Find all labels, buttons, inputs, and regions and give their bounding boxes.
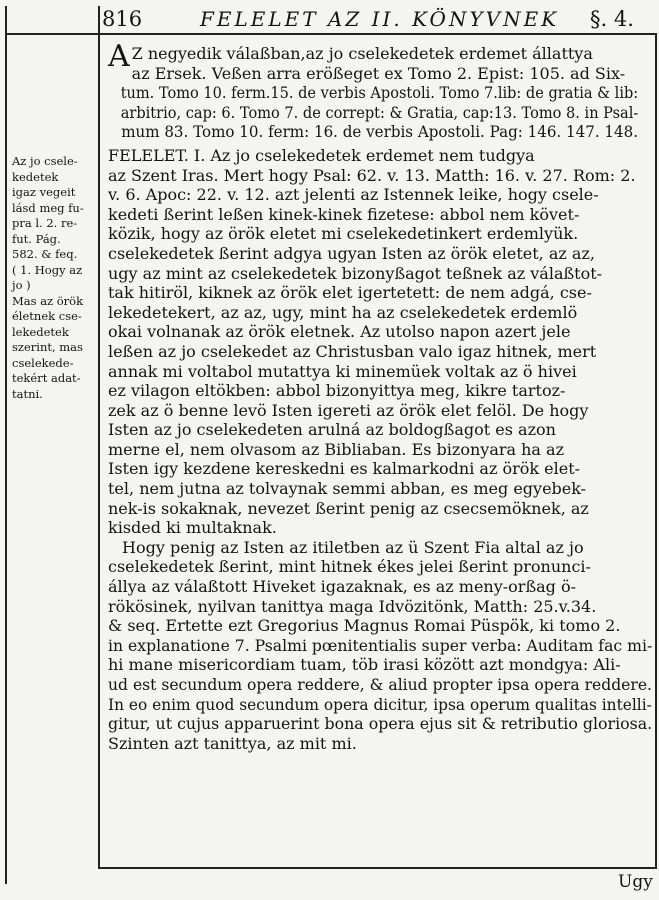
text-line: nek-is sokaknak, nevezet ßerint penig az csecsemöknek, az (108, 498, 589, 518)
text-line: merne el, nem olvasom az Bibliaban. Es bizonyara ha az (108, 439, 565, 459)
marginal-note-line: tekért adat- (12, 371, 81, 385)
marginal-note-line: fut. Pág. (12, 231, 61, 246)
marginal-note (12, 154, 94, 402)
text-line: cselekedetek ßerint adgya ugyan Isten az örök eletet, az az, (108, 243, 595, 263)
marginal-note-line: ( 1. Hogy az (12, 262, 83, 277)
marginal-note-line: lekedetek (12, 324, 69, 339)
text-line: okai volnanak az örök eletnek. Az utolso napon azert jele (108, 322, 571, 342)
text-line: zek az ö benne levö Isten igereti az örök elet felöl. De hogy (108, 400, 589, 420)
marginal-note-line: életnek cse- (12, 309, 82, 323)
text-line: gitur, ut cujus apparuerint bona opera ejus sit & retributio gloriosa. (108, 714, 653, 734)
text-line: in explanatione 7. Psalmi pœnitentialis super verba: Auditam fac mi- (108, 635, 653, 655)
marginal-note-line: 582. & feq. (12, 247, 78, 261)
text-line: Szinten azt tanittya, az mit mi. (108, 733, 357, 753)
text-line: In eo enim quod secundum opera dicitur, ipsa operum qualitas intelli- (108, 694, 652, 714)
catchword: Ugy (618, 872, 653, 892)
text-line: hi mane misericordiam tuam, töb irasi között azt mondgya: Ali- (108, 655, 621, 675)
marginal-note-line: Mas az örök (12, 293, 84, 308)
marginal-note-line: igaz vegeit (12, 185, 76, 199)
text-line: leßen az jo cselekedet az Christusban valo igaz hitnek, mert (108, 341, 597, 361)
text-line: arbitrio, cap: 6. Tomo 7. de corrept: & Gratia, cap:13. Tomo 8. in Psal- (120, 102, 639, 122)
text-line: rökösinek, nyilvan tanittya maga Idvözitönk, Matth: 25.v.34. (108, 596, 597, 616)
text-line: Isten az jo cselekedeten arulná az boldogßagot es azon (108, 420, 556, 440)
text-line: lekedetekert, az az, ugy, mint ha az cselekedetek erdemlö (108, 302, 578, 322)
section-mark: §. 4. (590, 7, 634, 31)
marginal-note-line: kedetek (12, 169, 59, 184)
right-border-rule (655, 33, 657, 869)
marginal-note-line: lásd meg fu- (12, 200, 84, 215)
running-title: FELELET AZ II. KÖNYVNEK (200, 7, 560, 31)
text-line: az Ersek. Veßen arra erößeget ex Tomo 2. Epist: 105. ad Six- (131, 63, 626, 83)
marginal-note-line: Az jo csele- (12, 154, 78, 168)
left-border-rule (5, 6, 7, 884)
text-line: mum 83. Tomo 10. ferm: 16. de verbis Apostoli. Pag: 146. 147. 148. (121, 122, 639, 142)
text-line: ud est secundum opera reddere, & aliud propter ipsa opera reddere. (108, 675, 652, 694)
text-line: ez vilagon eltökben: abbol bizonyittya meg, kikre tartoz- (108, 381, 566, 401)
paragraph-3 (108, 538, 652, 754)
text-line: FELELET. I. Az jo cselekedetek erdemet nem tudgya (108, 145, 535, 165)
text-line: közik, hogy az örök eletet mi cselekedetinkert erdemlyük. (108, 224, 579, 244)
text-line: tel, nem jutna az tolvaynak semmi abban, es meg egyebek- (108, 479, 587, 499)
top-border-rule (7, 33, 657, 35)
text-line: az Szent Iras. Mert hogy Psal: 62. v. 13. Matth: 16. v. 27. Rom: 2. (108, 165, 636, 185)
margin-divider-rule (98, 6, 100, 868)
main-text (108, 39, 653, 753)
text-line: v. 6. Apoc: 22. v. 12. azt jelenti az Istennek leike, hogy csele- (108, 185, 599, 205)
paragraph-1 (108, 39, 652, 142)
text-line: annak mi voltabol mutattya ki minemüek voltak az ö hivei (108, 361, 577, 381)
bottom-border-rule (98, 867, 657, 869)
text-line: cselekedetek ßerint, mint hitnek ékes jelei ßerint pronunci- (108, 557, 591, 577)
text-line: tum. Tomo 10. ferm.15. de verbis Apostoli. Tomo 7.lib: de gratia & lib: (120, 83, 639, 103)
text-line: Isten igy kezdene kereskedni es kalmarkodni az örök elet- (108, 459, 581, 479)
marginal-note-line: szerint, mas (12, 340, 83, 354)
text-line: tak hitiröl, kiknek az örök elet igertetett: de nem adgá, cse- (108, 283, 592, 303)
paragraph-2 (108, 146, 652, 538)
text-line: kedeti ßerint leßen kinek-kinek fizetese: abbol nem követ- (108, 204, 580, 224)
text-line: ugy az mint az cselekedetek bizonyßagot teßnek az válaßtot- (108, 263, 603, 283)
marginal-note-line: pra l. 2. re- (12, 216, 78, 230)
marginal-note-line: jo ) (12, 278, 31, 292)
marginal-note-line: tatni. (12, 386, 43, 401)
marginal-note-line: cselekede- (12, 355, 74, 370)
text-line: Hogy penig az Isten az itiletben az ü Szent Fia altal az jo (122, 537, 584, 557)
text-line: kisded ki multaknak. (108, 518, 277, 538)
text-line: állya az válaßtott Hiveket igazaknak, es az meny-orßag ö- (108, 577, 577, 597)
page-number: 816 (102, 7, 143, 31)
text-line: Z negyedik válaßban,az jo cselekedetek erdemet állattya (131, 44, 593, 63)
text-line: & seq. Ertette ezt Gregorius Magnus Romai Püspök, ki tomo 2. (108, 616, 621, 636)
drop-cap: A (108, 39, 130, 74)
